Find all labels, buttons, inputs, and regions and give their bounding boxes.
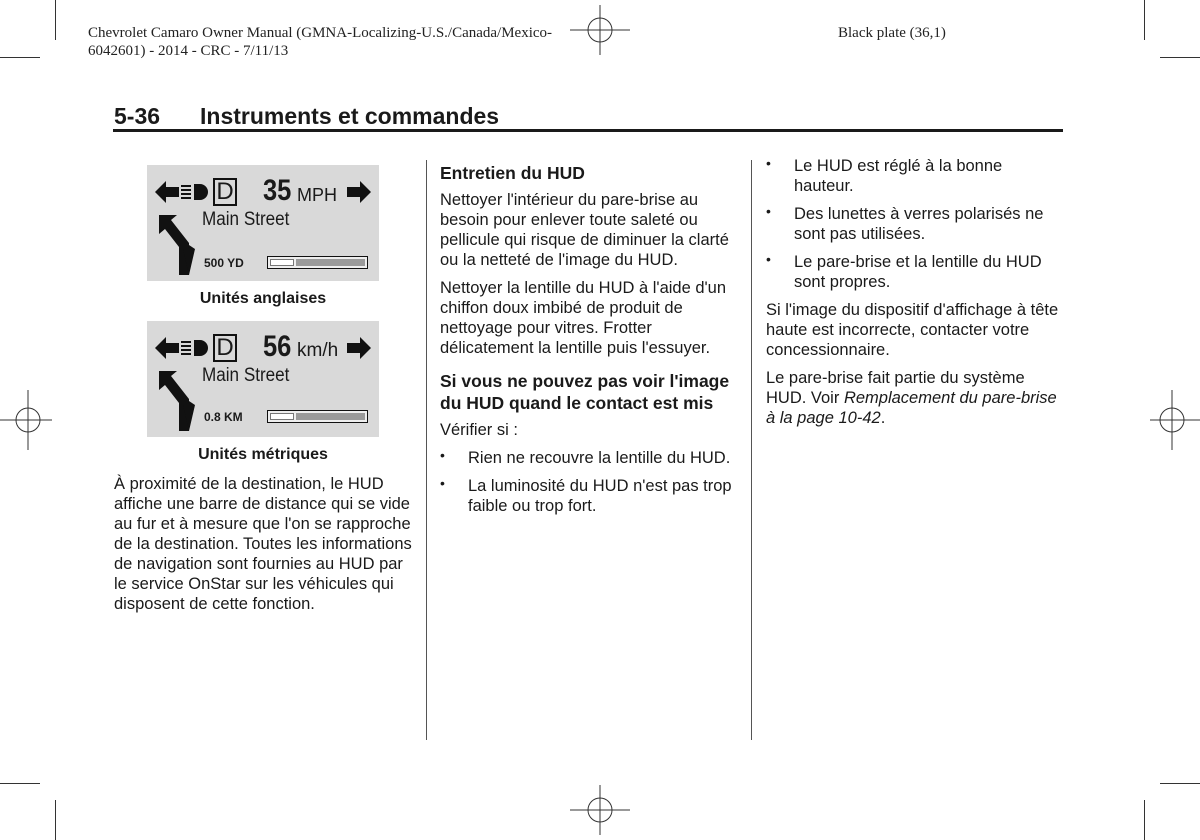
crop-mark	[1160, 57, 1200, 58]
distance-bar	[267, 256, 368, 269]
crop-mark	[1144, 0, 1145, 40]
plate-label: Black plate (36,1)	[838, 25, 946, 41]
hud-street: Main Street	[202, 365, 290, 386]
crop-mark	[0, 783, 40, 784]
turn-arrow-icon	[159, 215, 197, 275]
bullet-icon: •	[766, 203, 771, 219]
bullet-icon: •	[766, 251, 771, 267]
cross-reference-link[interactable]: Remplacement du pare-brise à la page 10-42	[766, 389, 1057, 427]
registration-mark-top	[570, 5, 630, 55]
registration-mark-bottom	[570, 785, 630, 835]
hud-figure-metric	[147, 321, 379, 437]
hud-figure-english	[147, 165, 379, 281]
hud-street: Main Street	[202, 209, 290, 230]
gear-indicator: D	[213, 178, 237, 206]
bullet-icon: •	[766, 155, 771, 171]
list-item: • Rien ne recouvre la lentille du HUD.	[440, 447, 731, 467]
hud-arrow-right-icon	[347, 337, 371, 359]
column-3	[766, 156, 1064, 436]
distance-bar-fill	[270, 413, 294, 420]
section-title: Instruments et commandes	[200, 103, 500, 129]
column-2	[440, 162, 738, 524]
col2-paragraph-1: Nettoyer l'intérieur du pare-brise au besoin pour enlever toute saleté ou pellicule qui risque de diminuer la clarté ou la netteté de l'image du HUD.	[440, 191, 729, 269]
registration-mark-right	[1145, 390, 1200, 450]
hud-speed-unit: MPH	[297, 185, 337, 205]
headlight-icon	[181, 339, 209, 357]
col2-paragraph-2: Nettoyer la lentille du HUD à l'aide d'un chiffon doux imbibé de produit de nettoyage pour vitres. Frotter délicatement la lentille puis l'essuyer.	[440, 279, 727, 357]
hud-arrow-left-icon	[155, 337, 179, 359]
column-divider	[751, 160, 752, 740]
list-item: • Des lunettes à verres polarisés ne sont pas utilisées.	[766, 203, 1044, 243]
col3-paragraph-2: Le pare-brise fait partie du système HUD. Voir Remplacement du pare-brise à la page 10-42.	[766, 369, 1057, 427]
gear-indicator: D	[213, 334, 237, 362]
crop-mark	[55, 0, 56, 40]
header-rule	[113, 129, 1063, 132]
figure-caption: Unités anglaises	[199, 290, 327, 307]
crop-mark	[1144, 800, 1145, 840]
hud-speed: 35	[263, 174, 292, 207]
col3-paragraph-1: Si l'image du dispositif d'affichage à tête haute est incorrecte, contacter votre concessionnaire.	[766, 301, 1059, 359]
hud-arrow-right-icon	[347, 181, 371, 203]
figure-caption: Unités métriques	[198, 446, 328, 463]
bullet-icon: •	[440, 475, 445, 491]
turn-arrow-icon	[159, 371, 197, 431]
distance-bar	[267, 410, 368, 423]
crop-mark	[55, 800, 56, 840]
hud-speed-unit: km/h	[297, 340, 339, 361]
crop-mark	[0, 57, 40, 58]
print-meta-line1: Chevrolet Camaro Owner Manual (GMNA-Localizing-U.S./Canada/Mexico-	[88, 25, 553, 41]
list-item: • La luminosité du HUD n'est pas trop faible ou trop fort.	[440, 475, 732, 515]
list-item: • Le HUD est réglé à la bonne hauteur.	[766, 155, 1003, 195]
hud-distance: 0.8 KM	[204, 410, 243, 424]
col1-paragraph	[114, 474, 414, 622]
heading-hud-maintenance: Entretien du HUD	[440, 163, 585, 183]
crop-mark	[1160, 783, 1200, 784]
hud-distance: 500 YD	[204, 256, 244, 270]
col2-paragraph-3: Vérifier si :	[440, 421, 518, 439]
column-divider	[426, 160, 427, 740]
heading-hud-not-visible: Si vous ne pouvez pas voir l'image du HUD quand le contact est mis	[440, 371, 730, 413]
print-meta	[88, 24, 552, 60]
headlight-icon	[181, 183, 209, 201]
registration-mark-left	[0, 390, 60, 450]
hud-arrow-left-icon	[155, 181, 179, 203]
page-number: 5-36	[114, 103, 161, 129]
bullet-icon: •	[440, 447, 445, 463]
distance-bar-fill	[270, 259, 294, 266]
destination-paragraph: À proximité de la destination, le HUD affiche une barre de distance qui se vide au fur et à mesure que l'on se rapproche de la destination. Toutes les informations de navigation sont fournies au HUD par le service OnStar sur les véhicules qui disposent de cette fonction.	[114, 475, 412, 613]
list-item: • Le pare-brise et la lentille du HUD sont propres.	[766, 251, 1042, 291]
print-meta-line2: 6042601) - 2014 - CRC - 7/11/13	[88, 43, 289, 59]
hud-speed: 56	[263, 330, 292, 363]
